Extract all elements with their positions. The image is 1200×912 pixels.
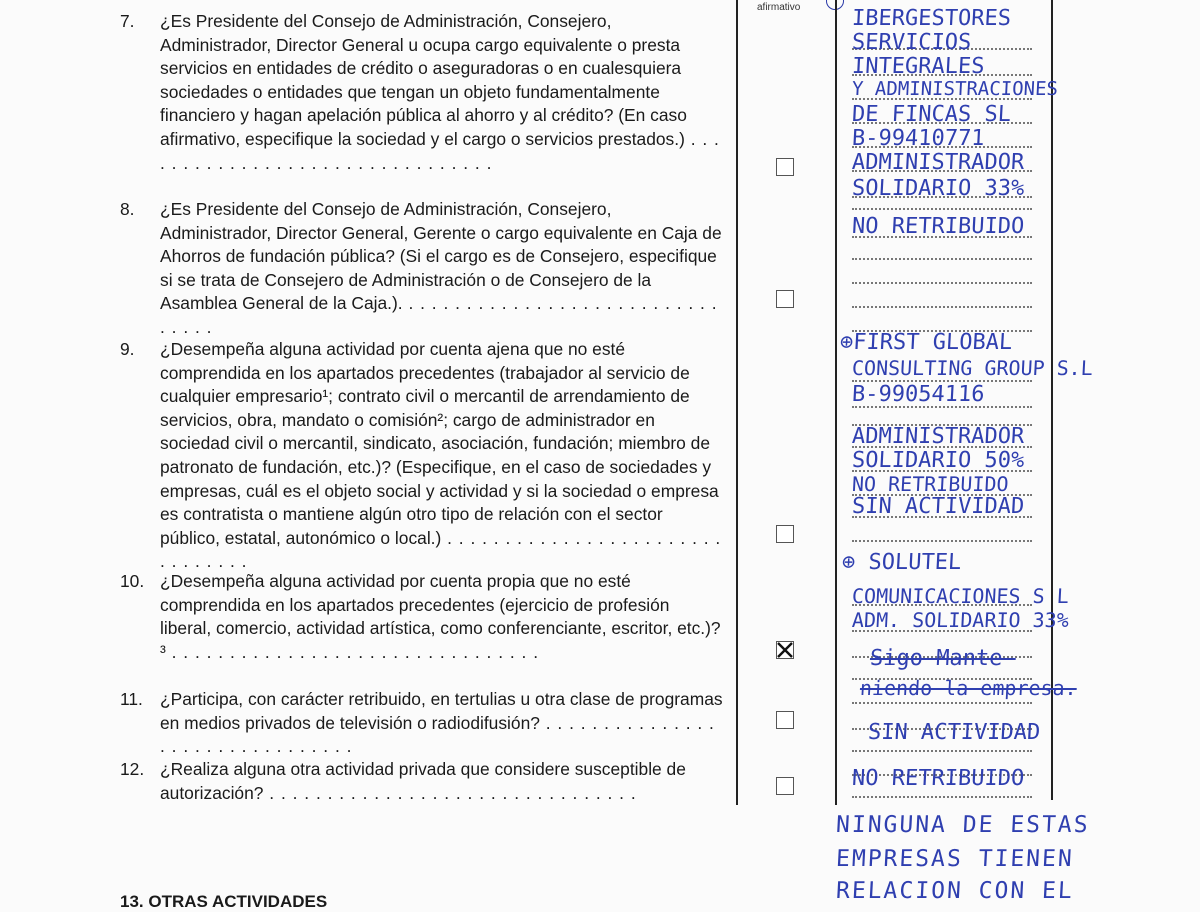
question-number: 8. [120,199,135,219]
afirmativo-label: afirmativo [757,2,801,13]
handwritten-line: DE FINCAS SL [851,102,1012,127]
answer-line [852,208,1032,210]
question-number: 12. [120,759,145,779]
checkbox-question-8[interactable] [776,290,794,308]
handwritten-line: SOLIDARIO 33% [851,176,1025,201]
question-number: 9. [120,339,135,359]
question-text: ¿Desempeña alguna actividad por cuenta ajena que no esté comprendida en los apartados precedentes (trabajador al servicio de cualquier empresario¹; contrato civil o mercantil de arrendamiento de servicios, obra, mandato o comisión²; cargo de administrador en sociedad civil o mercantil, sindicato, asociación, fundación; miembro de patronato de fundación, etc.)? (Especifique, en el caso de sociedades y empresas, cuál es el objeto social y actividad y si la sociedad o empresa es contratista o mantiene algún otro tipo de relación con el sector público, estatal, autonómico o local.) . . . . . . . . . . . . . . . . . . . . . . . . . . . . . . . . [160,339,722,572]
handwritten-line: B-99410771 [851,126,986,151]
answer-line [852,540,1032,542]
handwritten-line: B-99054116 [851,382,986,407]
handwritten-line: RELACION CON EL [835,878,1075,904]
checkbox-question-9[interactable] [776,525,794,543]
question-12 [120,758,724,805]
handwritten-line: COMUNICACIONES S L [851,584,1070,608]
column-divider-middle [835,0,837,805]
handwritten-line: SOLIDARIO 50% [851,448,1025,473]
question-7 [120,10,724,175]
checked-x-icon [775,640,795,660]
handwritten-line: Y ADMINISTRACIONES [851,78,1059,100]
checkbox-question-10[interactable] [776,641,794,659]
checkbox-question-12[interactable] [776,777,794,795]
handwritten-struck-line: Sigo Mante- [869,646,1017,671]
checkbox-question-7[interactable] [776,158,794,176]
dot-leader: . . . . . . . . . . . . . . . . . . . . . . . . . . . . . . . . [160,527,722,572]
handwritten-line: ADMINISTRADOR [851,424,1025,449]
question-text: ¿Realiza alguna otra actividad privada que considere susceptible de autorización? . . . . . . . . . . . . . . . . . . . . . . . . . . . . . . . . [160,759,686,803]
answer-line [852,282,1032,284]
question-9 [120,338,724,574]
dot-leader: . . . . . . . . . . . . . . . . . . . . . . . . . . . . . . . . [160,128,720,173]
answer-line [852,258,1032,260]
question-10 [120,570,724,664]
handwritten-line: NO RETRIBUIDO [851,766,1025,791]
handwritten-line: ⊕ SOLUTEL [841,550,962,575]
question-number: 11. [120,689,143,709]
handwritten-line: SIN ACTIVIDAD [851,494,1025,519]
handwritten-line: NO RETRIBUIDO [851,214,1025,239]
dot-leader: . . . . . . . . . . . . . . . . . . . . . . . . . . . . . . . . [160,293,718,337]
question-text: ¿Desempeña alguna actividad por cuenta propia que no esté comprendida en los apartados precedentes (ejercicio de profesión liberal, comercio, actividad artística, como conferenciante, escritor, etc.)?³ . . . . . . . . . . . . . . . . . . . . . . . . . . . . . . . . [160,571,721,662]
handwritten-line: NINGUNA DE ESTAS [835,812,1091,838]
question-number: 10. [120,571,145,591]
handwritten-line: ADM. SOLIDARIO 33% [851,608,1070,632]
question-8 [120,198,724,340]
question-number: 7. [120,11,135,31]
handwritten-struck-line: niendo la empresa. [859,676,1078,700]
checkbox-question-11[interactable] [776,711,794,729]
handwritten-line: INTEGRALES [851,54,986,79]
question-text: ¿Participa, con carácter retribuido, en tertulias u otra clase de programas en medios privados de televisión o radiodifusión? . . . . . . . . . . . . . . . . . . . . . . . . . . . . . . . . [160,689,723,757]
handwritten-line: SERVICIOS [851,30,972,55]
handwritten-line: SIN ACTIVIDAD [867,720,1041,745]
handwritten-line: ⊕FIRST GLOBAL [839,330,1013,355]
handwritten-line: EMPRESAS TIENEN [835,846,1075,872]
answer-line [852,796,1032,798]
handwritten-line: ADMINISTRADOR [851,150,1025,175]
question-11 [120,688,724,759]
answer-line [852,306,1032,308]
question-text: ¿Es Presidente del Consejo de Administración, Consejero, Administrador, Director General, Gerente o cargo equivalente en Caja de Ahorros de fundación pública? (Si el cargo es de Consejero, especifique si se trata de Consejero de Administración o de Consejero de la Asamblea General de la Caja.). . . . . . . . . . . . . . . . . . . . . . . . . . . . . . . . . [160,199,722,337]
column-divider-left [736,0,738,805]
answer-line [852,702,1032,704]
handwritten-line: IBERGESTORES [851,6,1012,31]
dot-leader: . . . . . . . . . . . . . . . . . . . . . . . . . . . . . . . . [263,782,637,803]
dot-leader: . . . . . . . . . . . . . . . . . . . . . . . . . . . . . . . . [160,712,715,757]
next-section-heading: 13. OTRAS ACTIVIDADES [120,892,328,911]
dot-leader: . . . . . . . . . . . . . . . . . . . . . . . . . . . . . . . . [165,641,540,662]
question-text: ¿Es Presidente del Consejo de Administración, Consejero, Administrador, Director General u ocupa cargo equivalente o presta servicios en entidades de crédito o aseguradoras o en cualesquiera sociedades o entidades que tengan un objeto fundamentalmente financiero y hagan apelación pública al ahorro y al crédito? (En caso afirmativo, especifique la sociedad y el cargo o servicios prestados.) . . . . . . . . . . . . . . . . . . . . . . . . . . . . . . . . [160,11,720,173]
answer-line [852,750,1032,752]
handwritten-line: CONSULTING GROUP S.L [851,356,1094,380]
handwritten-line: NO RETRIBUIDO [851,472,1010,496]
